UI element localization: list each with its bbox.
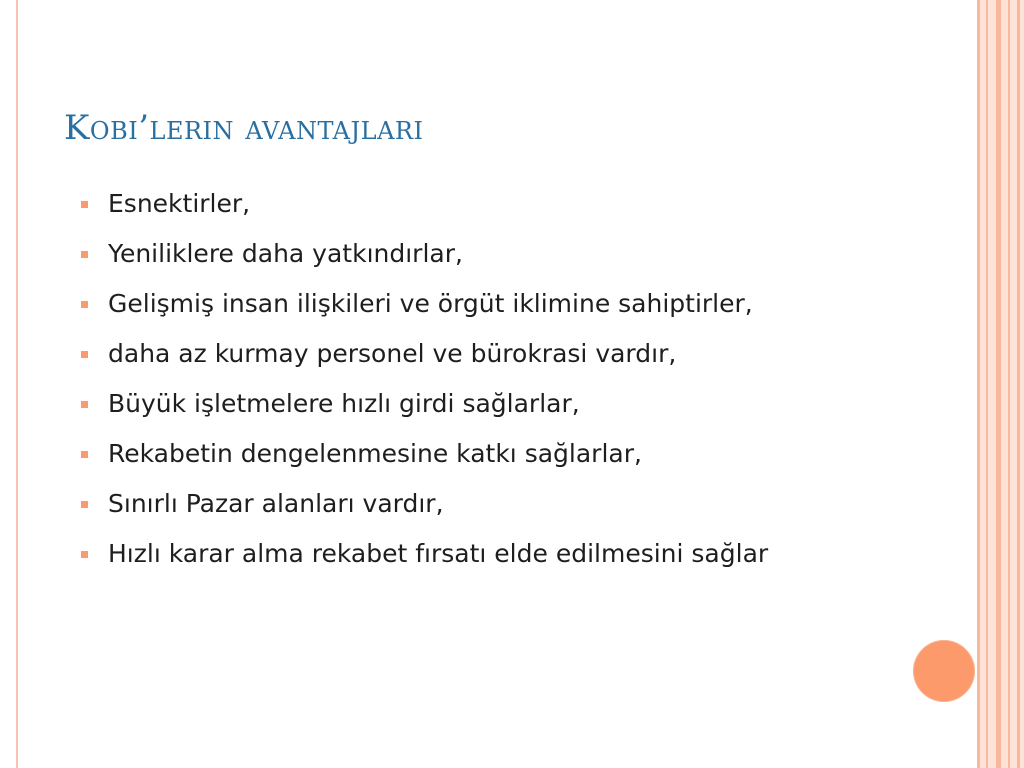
square-bullet-icon (81, 301, 88, 308)
bullet-item (78, 238, 878, 270)
bullet-text: Sınırlı Pazar alanları vardır, (108, 489, 444, 518)
square-bullet-icon (81, 551, 88, 558)
square-bullet-icon (81, 251, 88, 258)
bullet-text: Yeniliklere daha yatkındırlar, (108, 239, 463, 268)
bullet-text: Hızlı karar alma rekabet fırsatı elde edilmesini sağlar (108, 539, 769, 568)
orange-circle-icon (913, 640, 975, 702)
bullet-item (78, 438, 878, 470)
right-stripe (1008, 0, 1010, 768)
bullet-text: daha az kurmay personel ve bürokrasi vardır, (108, 339, 677, 368)
square-bullet-icon (81, 451, 88, 458)
bullet-item (78, 388, 878, 420)
left-border-line (16, 0, 18, 768)
right-stripe (996, 0, 1001, 768)
square-bullet-icon (81, 401, 88, 408)
square-bullet-icon (81, 201, 88, 208)
square-bullet-icon (81, 501, 88, 508)
right-stripe (986, 0, 988, 768)
bullet-text: Esnektirler, (108, 189, 251, 218)
square-bullet-icon (81, 351, 88, 358)
bullet-text: Gelişmiş insan ilişkileri ve örgüt iklimine sahiptirler, (108, 289, 753, 318)
bullet-text: Rekabetin dengelenmesine katkı sağlarlar, (108, 439, 642, 468)
slide-title: Kobi’lerin avantajları (64, 108, 424, 148)
right-stripe (1017, 0, 1020, 768)
bullet-item (78, 188, 878, 220)
bullet-item (78, 288, 878, 320)
bullet-text: Büyük işletmelere hızlı girdi sağlarlar, (108, 389, 580, 418)
bullet-list (78, 188, 878, 588)
bullet-item (78, 488, 878, 520)
bullet-item (78, 338, 878, 370)
bullet-item (78, 538, 878, 570)
right-stripe (977, 0, 980, 768)
